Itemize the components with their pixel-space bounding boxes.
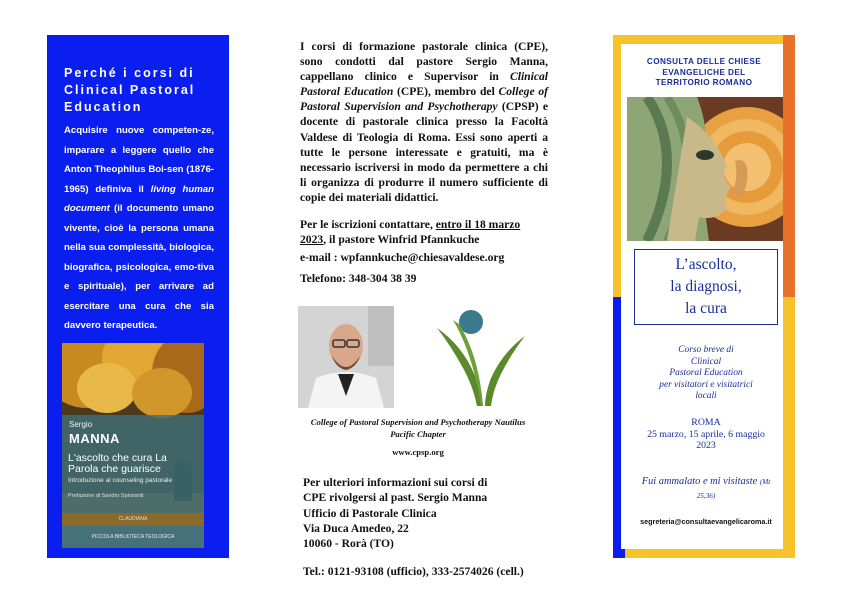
cpe-description-paragraph — [300, 39, 548, 205]
course-place: ROMA — [691, 417, 721, 428]
book-author-first: Sergio — [69, 420, 93, 429]
secretariat-email[interactable]: segreteria@consultaevangelicaroma.it — [640, 517, 772, 526]
left-body-italic: living human document — [64, 183, 214, 214]
organization-name — [621, 57, 787, 89]
course-desc-line: Clinical — [690, 356, 722, 367]
organization-name-line: CONSULTA DELLE CHIESE — [646, 57, 762, 66]
registration-text-a: Per le iscrizioni contattare, — [300, 218, 436, 231]
left-panel-body — [64, 121, 214, 336]
registration-deadline: entro il 18 marzo 2023 — [300, 218, 521, 247]
course-title-line: la diagnosi, — [670, 278, 742, 295]
bible-quote — [637, 475, 775, 503]
college-caption: College of Pastoral Supervision and Psychotherapy Nautilus Pacific Chapter — [310, 417, 526, 439]
office-phone: Tel.: 0121-93108 (ufficio), 333-2574026 (cell.) — [303, 565, 524, 578]
left-panel — [47, 35, 229, 558]
left-body-text-2: (il documento umano vivente, cioè la persona umana nella sua complessità, biologica, biografica, psicologica, emo-tiva e spirituale), per arrivare ad esercitare una cura che sia davvero terapeutica. — [64, 203, 214, 331]
course-desc-line: locali — [695, 391, 717, 401]
college-website[interactable]: www.cpsp.org — [392, 447, 444, 457]
book-preface: Prefazione di Sandro Spinsanti — [68, 493, 144, 499]
supervisor-photo — [298, 306, 394, 408]
info-line: Per ulteriori informazioni sui corsi di — [303, 476, 488, 489]
course-desc-line: Pastoral Education — [669, 368, 743, 378]
course-title-line: la cura — [685, 300, 727, 317]
cpsp-logo — [433, 306, 533, 408]
registration-paragraph — [300, 217, 548, 247]
book-publisher: CLAUDIANA — [118, 516, 148, 522]
course-title-line: L’ascolto, — [675, 256, 737, 273]
left-body-text-1: Acquisire nuove competen-ze, imparare a leggere quello che Anton Theophilus Boi-sen (1876-1965) definiva il — [64, 125, 214, 195]
cpe-desc-text-a: I corsi di formazione pastorale clinica (CPE), sono condotti dal pastore Sergio Manna, cappellano clinico e Supervisor in — [300, 40, 548, 84]
info-line: 10060 - Rorà (TO) — [303, 537, 394, 551]
course-title-box — [634, 249, 778, 325]
organization-name-line: TERRITORIO ROMANO — [655, 78, 753, 88]
info-block — [303, 475, 543, 551]
book-title-band — [62, 415, 204, 513]
bible-quote-text: Fui ammalato e mi visitaste — [641, 476, 758, 487]
contact-phone: Telefono: 348-304 38 39 — [300, 272, 417, 285]
contact-email[interactable]: e-mail : wpfannkuche@chiesavaldese.org — [300, 251, 505, 264]
info-line: Ufficio di Pastorale Clinica — [303, 506, 437, 520]
course-description — [637, 345, 775, 403]
info-line: CPE rivolgersi al past. Sergio Manna — [303, 491, 488, 505]
book-subtitle: Introduzione al counseling pastorale — [68, 477, 173, 484]
bible-quote-reference: (Mt 25,36) — [696, 478, 771, 500]
course-place-dates — [637, 417, 775, 452]
organization-name-line: EVANGELICHE DEL — [662, 67, 746, 77]
course-dates: 25 marzo, 15 aprile, 6 maggio 2023 — [647, 428, 765, 452]
cpe-desc-text-e: (CPSP) e docente di pastorale clinica presso la Facoltà Valdese di Teologia di Roma. Essi sono aperti a tutte le persone interessate e gratuiti, ma è necessario iscriversi in modo da permettere a chi li organizza di produrre il numero sufficiente di copie dei materiali didattici. — [300, 100, 548, 204]
left-panel-title: Perché i corsi di Clinical Pastoral Education — [64, 66, 196, 114]
right-panel — [613, 35, 795, 558]
cpe-desc-italic-b: Clinical Pastoral Education — [300, 70, 548, 99]
listening-face-artwork — [627, 97, 783, 241]
cpe-desc-italic-d: College of Pastoral Supervision and Psychotherapy — [300, 85, 548, 114]
book-author-last: MANNA — [69, 431, 120, 446]
book-title: L'ascolto che cura La Parola che guarisce — [68, 452, 167, 475]
info-line: Via Duca Amedeo, 22 — [303, 521, 409, 535]
course-desc-line: per visitatori e visitatrici — [659, 379, 753, 390]
book-cover-image — [62, 343, 204, 548]
course-desc-line: Corso breve di — [678, 345, 734, 355]
book-series: PICCOLA BIBLIOTECA TEOLOGICA — [62, 526, 204, 548]
registration-text-c: , il pastore Winfrid Pfannkuche — [323, 233, 480, 247]
cpe-desc-text-c: (CPE), membro del — [393, 85, 499, 99]
